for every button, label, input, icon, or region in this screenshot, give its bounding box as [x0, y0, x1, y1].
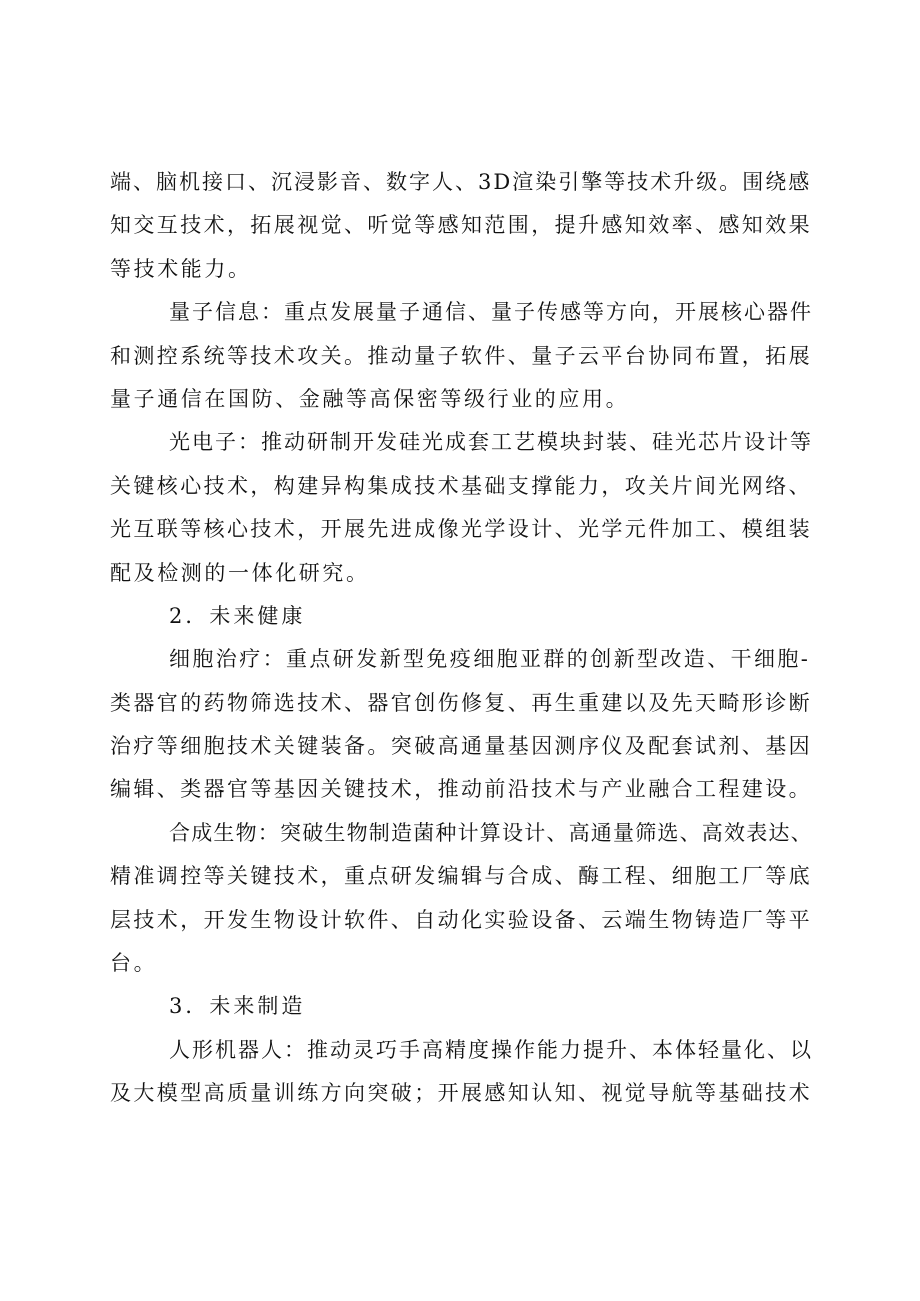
text-line: 光互联等核心技术，开展先进成像光学设计、光学元件加工、模组装 [110, 517, 812, 542]
document-body [110, 161, 815, 1116]
text-line: 关键核心技术，构建异构集成技术基础支撑能力，攻关片间光网络、 [110, 473, 812, 498]
paragraph-start-cell-therapy: 细胞治疗：重点研发新型免疫细胞亚群的创新型改造、干细胞- [169, 647, 811, 672]
text-line: 配及检测的一体化研究。 [110, 560, 370, 585]
text-line: 知交互技术，拓展视觉、听觉等感知范围，提升感知效率、感知效果 [110, 213, 812, 238]
text-line: 和测控系统等技术攻关。推动量子软件、量子云平台协同布置，拓展 [110, 343, 812, 368]
text-line: 端、脑机接口、沉浸影音、数字人、3D渲染引擎等技术升级。围绕感 [110, 170, 812, 194]
paragraph-start-optoelectronics: 光电子：推动研制开发硅光成套工艺模块封装、硅光芯片设计等 [169, 430, 813, 455]
text-line: 台。 [110, 951, 158, 976]
text-line: 及大模型高质量训练方向突破；开展感知认知、视觉导航等基础技术 [110, 1081, 812, 1106]
text-line: 量子通信在国防、金融等高保密等级行业的应用。 [110, 386, 630, 411]
text-line: 层技术，开发生物设计软件、自动化实验设备、云端生物铸造厂等平 [110, 907, 812, 932]
text-line: 等技术能力。 [110, 256, 252, 281]
section-heading-future-health: 2．未来健康 [169, 603, 306, 628]
text-line: 类器官的药物筛选技术、器官创伤修复、再生重建以及先天畸形诊断 [110, 690, 812, 715]
paragraph-start-synthetic-biology: 合成生物：突破生物制造菌种计算设计、高通量筛选、高效表达、 [169, 820, 813, 845]
section-heading-future-manufacturing: 3．未来制造 [169, 994, 306, 1019]
paragraph-start-humanoid-robot: 人形机器人：推动灵巧手高精度操作能力提升、本体轻量化、以 [169, 1037, 813, 1062]
text-line: 治疗等细胞技术关键装备。突破高通量基因测序仪及配套试剂、基因 [110, 734, 812, 759]
text-line: 精准调控等关键技术，重点研发编辑与合成、酶工程、细胞工厂等底 [110, 864, 812, 889]
text-line: 编辑、类器官等基因关键技术，推动前沿技术与产业融合工程建设。 [110, 777, 812, 802]
paragraph-start-quantum-info: 量子信息：重点发展量子通信、量子传感等方向，开展核心器件 [169, 300, 813, 325]
